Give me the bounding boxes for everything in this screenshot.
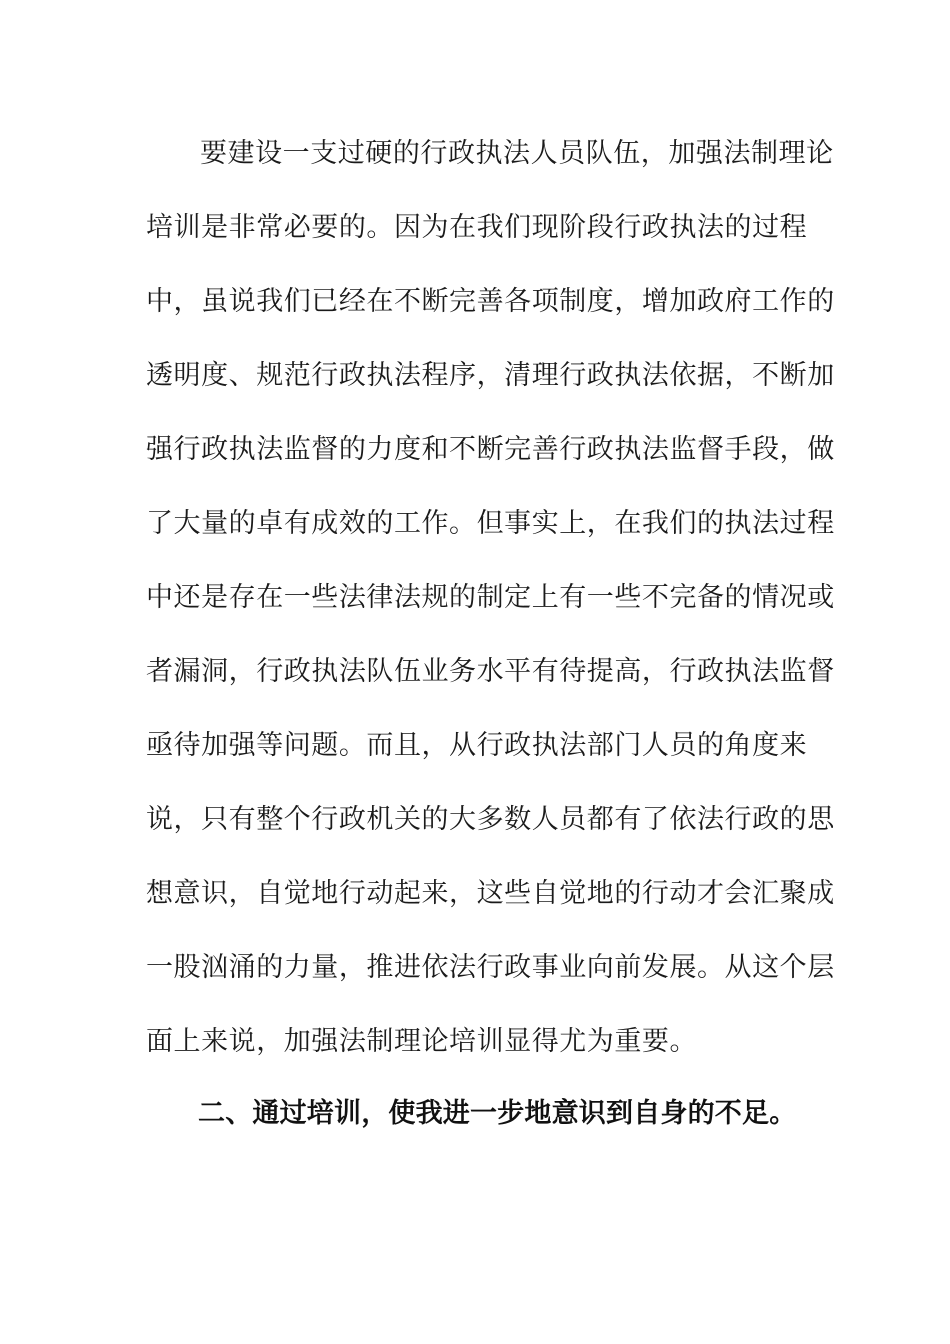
paragraph-line: 面上来说，加强法制理论培训显得尤为重要。 [146, 1026, 697, 1057]
paragraph-line: 者漏洞，行政执法队伍业务水平有待提高，行政执法监督 [146, 656, 835, 687]
paragraph-line: 透明度、规范行政执法程序，清理行政执法依据，不断加 [146, 360, 835, 391]
paragraph-line: 要建设一支过硬的行政执法人员队伍，加强法制理论 [200, 138, 834, 169]
paragraph-line: 了大量的卓有成效的工作。但事实上，在我们的执法过程 [146, 508, 835, 539]
paragraph-line: 中还是存在一些法律法规的制定上有一些不完备的情况或 [146, 582, 835, 613]
paragraph-line: 说，只有整个行政机关的大多数人员都有了依法行政的思 [146, 804, 835, 835]
paragraph-line: 培训是非常必要的。因为在我们现阶段行政执法的过程 [146, 212, 808, 243]
paragraph-line: 强行政执法监督的力度和不断完善行政执法监督手段，做 [146, 434, 835, 465]
paragraph-line: 一股汹涌的力量，推进依法行政事业向前发展。从这个层 [146, 952, 835, 983]
paragraph-line: 中，虽说我们已经在不断完善各项制度，增加政府工作的 [146, 286, 835, 317]
paragraph-line: 想意识，自觉地行动起来，这些自觉地的行动才会汇聚成 [146, 878, 835, 909]
paragraph-line: 亟待加强等问题。而且，从行政执法部门人员的角度来 [146, 730, 808, 761]
section-heading: 二、通过培训，使我进一步地意识到自身的不足。 [198, 1098, 797, 1129]
